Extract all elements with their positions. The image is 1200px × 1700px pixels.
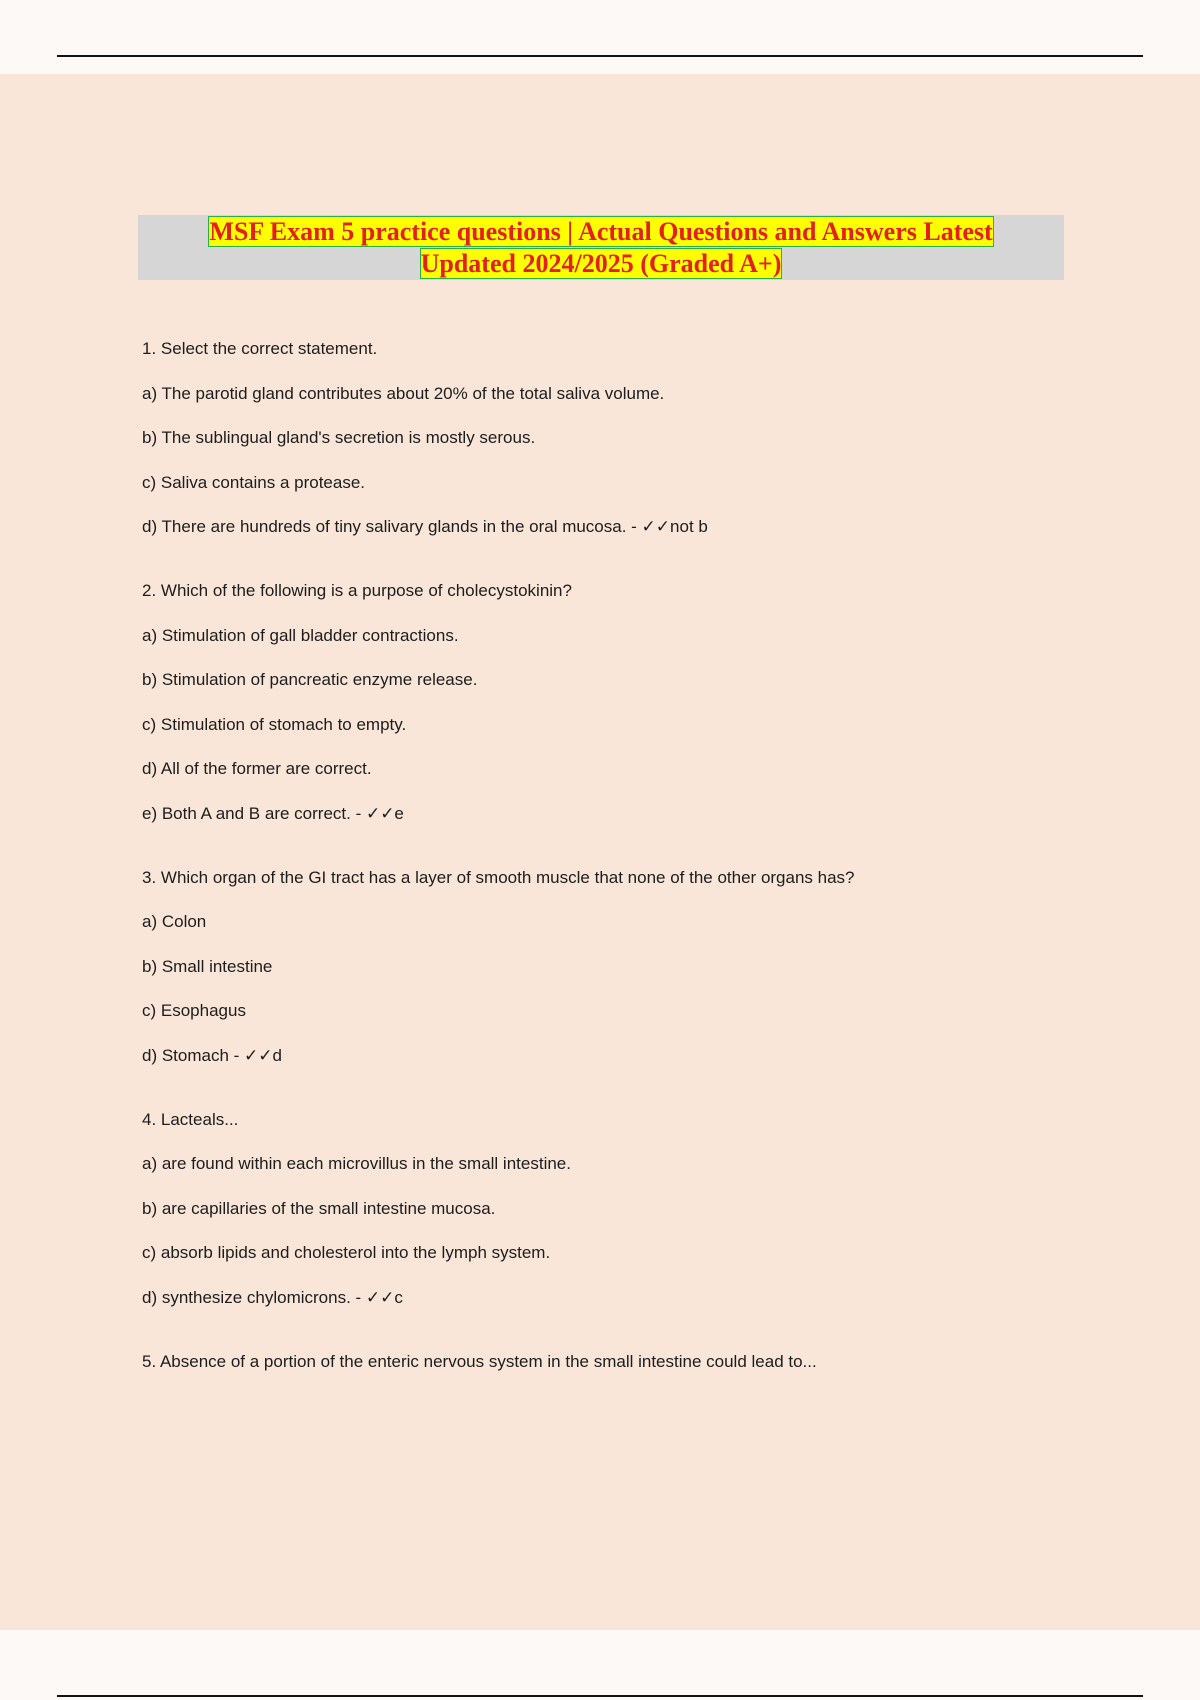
answer-option: d) Stomach - ✓✓d xyxy=(142,1045,282,1065)
question-prompt: 5. Absence of a portion of the enteric nervous system in the small intestine could lead to... xyxy=(142,1351,817,1371)
document-page xyxy=(0,74,1200,1630)
answer-option: b) Small intestine xyxy=(142,956,273,976)
answer-option: d) All of the former are correct. xyxy=(142,759,372,778)
answer-option: b) Stimulation of pancreatic enzyme release. xyxy=(142,670,478,689)
question-prompt: 1. Select the correct statement. xyxy=(142,339,378,358)
questions-list xyxy=(142,339,1082,1416)
question-3 xyxy=(142,868,1082,1066)
top-rule xyxy=(57,55,1143,57)
question-1 xyxy=(142,339,1082,537)
answer-option: c) Stimulation of stomach to empty. xyxy=(142,714,407,734)
question-prompt: 2. Which of the following is a purpose of cholecystokinin? xyxy=(142,581,572,600)
question-2 xyxy=(142,581,1082,824)
answer-option: a) are found within each microvillus in the small intestine. xyxy=(142,1154,571,1173)
answer-option: a) Stimulation of gall bladder contractions. xyxy=(142,625,459,645)
answer-option: c) absorb lipids and cholesterol into the lymph system. xyxy=(142,1243,551,1262)
answer-option: e) Both A and B are correct. - ✓✓e xyxy=(142,803,404,823)
answer-option: c) Saliva contains a protease. xyxy=(142,472,366,492)
question-prompt: 4. Lacteals... xyxy=(142,1109,239,1129)
title-line-1: MSF Exam 5 practice questions | Actual Questions and Answers Latest xyxy=(209,217,993,246)
question-5 xyxy=(142,1352,1082,1372)
answer-option: d) There are hundreds of tiny salivary glands in the oral mucosa. - ✓✓not b xyxy=(142,517,708,536)
answer-option: b) The sublingual gland's secretion is mostly serous. xyxy=(142,428,536,447)
answer-option: c) Esophagus xyxy=(142,1001,246,1020)
question-4 xyxy=(142,1110,1082,1308)
answer-option: b) are capillaries of the small intestine mucosa. xyxy=(142,1198,496,1218)
title-banner xyxy=(138,215,1064,280)
document-title xyxy=(138,215,1064,280)
answer-option: a) The parotid gland contributes about 20% of the total saliva volume. xyxy=(142,383,665,403)
title-line-2: Updated 2024/2025 (Graded A+) xyxy=(420,249,782,278)
bottom-rule xyxy=(57,1695,1143,1697)
answer-option: a) Colon xyxy=(142,912,207,931)
answer-option: d) synthesize chylomicrons. - ✓✓c xyxy=(142,1287,403,1307)
question-prompt: 3. Which organ of the GI tract has a layer of smooth muscle that none of the other organs has? xyxy=(142,867,855,887)
